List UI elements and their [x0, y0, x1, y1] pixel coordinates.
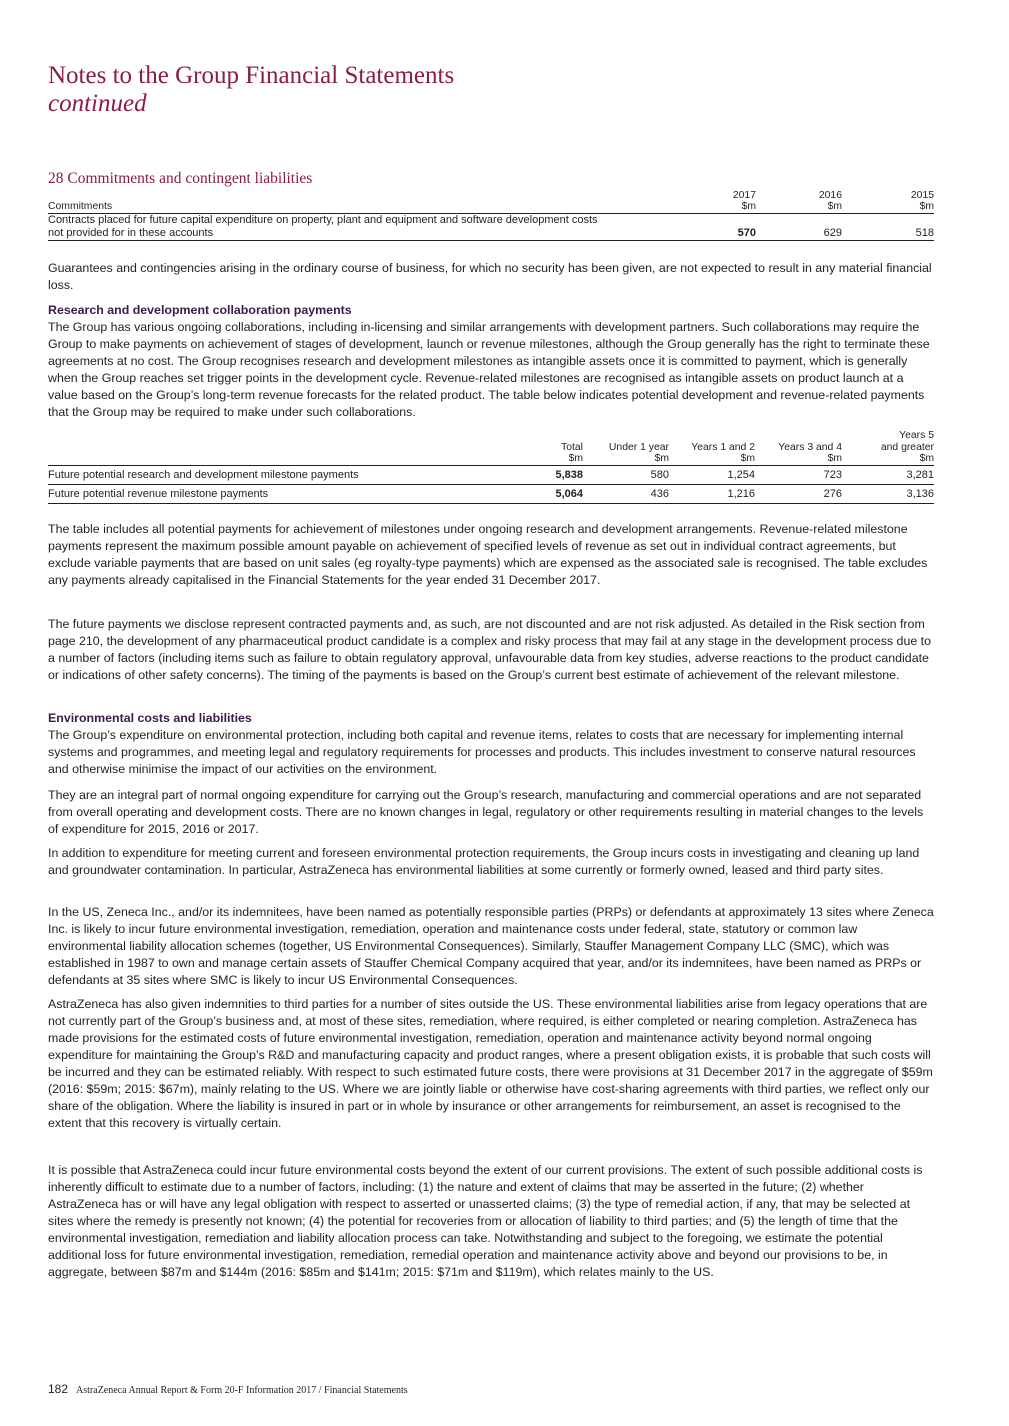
paragraph: The Group’s expenditure on environmental protection, including both capital and revenue items, relates to costs that are necessary for implementing internal systems and programmes, and meeting legal and regulatory requirements for processes and products. This includes investment to conserve natural resources and otherwise minimise the impact of our activities on the environment. — [48, 728, 916, 776]
env4-block — [48, 904, 934, 989]
col-header: Years 5 — [899, 429, 934, 441]
paragraph: The future payments we disclose represent contracted payments and, as such, are not discounted and are not risk adjusted. As detailed in the Risk section from page 210, the development of any pharmaceutical product candidate is a complex and risky process that may fail at any stage in the development process due to a number of factors (including items such as failure to obtain regulatory approval, unfavourable data from key studies, adverse reactions to the product candidate or indications of other safety concerns). The timing of the payments is based on the Group’s current best estimate of achievement of the relevant milestone. — [48, 617, 932, 682]
table-row-label: Future potential revenue milestone payments — [48, 487, 269, 500]
table-includes-block — [48, 521, 934, 589]
col-header-unit: $m — [919, 453, 934, 465]
table-label-header: Commitments — [48, 201, 113, 213]
col-header-unit: $m — [919, 201, 934, 213]
table-cell: 276 — [823, 487, 842, 500]
table-cell: 3,136 — [906, 487, 934, 500]
table-cell: 570 — [737, 226, 756, 239]
paragraph: The table includes all potential payments for achievement of milestones under ongoing research and development arrangements. Revenue-related milestone payments represent the maximum possible amount payable on achievement of specified levels of revenue as set out in individual contract agreements, but exclude variable payments that are based on unit sales (eg royalty-type payments) which are expensed as the associated sale is recognised. The table excludes any payments already capitalised in the Financial Statements for the year ended 31 December 2017. — [48, 522, 928, 587]
table-cell: 436 — [650, 487, 669, 500]
col-header: Under 1 year — [608, 441, 669, 453]
page-number: 182 — [48, 1382, 69, 1396]
col-header-unit: $m — [654, 453, 669, 465]
col-header-unit: $m — [740, 453, 755, 465]
col-header-unit: $m — [827, 453, 842, 465]
paragraph: In addition to expenditure for meeting current and foreseen environmental protection requirements, the Group incurs costs in investigating and cleaning up land and groundwater contamination. In particular, AstraZeneca has environmental liabilities at some currently or formerly owned, leased and third party sites. — [48, 846, 920, 877]
footer-text: AstraZeneca Annual Report & Form 20-F Information 2017 / Financial Statements — [76, 1385, 408, 1396]
paragraph: They are an integral part of normal ongoing expenditure for carrying out the Group’s research, manufacturing and commercial operations and are not separated from overall operating and development costs. There are no known changes in legal, regulatory or other requirements resulting in material changes to the levels of expenditure for 2015, 2016 or 2017. — [48, 788, 924, 836]
col-header: Years 3 and 4 — [778, 441, 842, 453]
future-payments-block — [48, 616, 934, 684]
rd-block — [48, 302, 934, 421]
footer — [48, 1382, 408, 1396]
milestone-table-wrapper — [48, 429, 934, 504]
col-header: Total — [561, 441, 583, 453]
paragraph: The Group has various ongoing collaborations, including in-licensing and similar arrangements with development partners. Such collaborations may require the Group to make payments on achievement of stages of development, launch or revenue milestones, although the Group generally has the right to terminate these agreements at no cost. The Group recognises research and development milestones as intangible assets once it is committed to payment, which is generally when the Group reaches set trigger points in the development cycle. Revenue-related milestones are recognised as intangible assets on product launch at a value based on the Group’s long-term revenue forecasts for the related product. The table below indicates potential development and revenue-related payments that the Group may be required to make under such collaborations. — [48, 320, 930, 419]
section-title: 28 Commitments and contingent liabilities — [48, 170, 313, 187]
table-cell: 3,281 — [906, 468, 934, 481]
env-heading-block — [48, 710, 934, 778]
env6-block — [48, 1162, 934, 1281]
table-cell: 580 — [650, 468, 669, 481]
guarantees-block — [48, 260, 934, 294]
paragraph: AstraZeneca has also given indemnities to third parties for a number of sites outside the US. These environmental liabilities arise from legacy operations that are not currently part of the Group’s business and, at most of these sites, remediation, where required, is either completed or nearing completion. AstraZeneca has made provisions for the estimated costs of future environmental investigation, remediation, operation and maintenance activity beyond normal ongoing expenditure for maintaining the Group’s R&D and manufacturing capacity and product ranges, where a present obligation exists, it is probable that such costs will be incurred and they can be estimated reliably. With respect to such estimated future costs, there were provisions at 31 December 2017 in the aggregate of $59m (2016: $59m; 2015: $67m), mainly relating to the US. Where we are jointly liable or otherwise have cost-sharing agreements with third parties, we reflect only our share of the obligation. Where the liability is insured in part or in whole by insurance or other arrangements for reimbursement, an asset is recognised to the extent that this recovery is virtually certain. — [48, 997, 933, 1130]
table-row — [48, 484, 934, 503]
table-cell: 5,064 — [555, 487, 583, 500]
rd-heading: Research and development collaboration payments — [48, 303, 352, 317]
table-cell: 723 — [823, 468, 842, 481]
table-cell: 1,216 — [727, 487, 755, 500]
col-header-unit: $m — [741, 201, 756, 213]
table-row-label: Contracts placed for future capital expenditure on property, plant and equipment and software development costs — [48, 213, 598, 226]
paragraph: It is possible that AstraZeneca could incur future environmental costs beyond the extent of our current provisions. The extent of such possible additional costs is inherently difficult to estimate due to a number of factors, including: (1) the nature and extent of claims that may be asserted in the future; (2) whether AstraZeneca has or will have any legal obligation with respect to asserted or unasserted claims; (3) the type of remedial action, if any, that may be selected at sites where the remedy is presently not known; (4) the potential for recoveries from or allocation of liability to third parties; and (5) the length of time that the environmental investigation, remediation and liability allocation process can take. Notwithstanding and subject to the foregoing, we estimate the potential additional loss for future environmental investigation, remediation, remedial operation and maintenance activity above and beyond our provisions to be, in aggregate, between $87m and $144m (2016: $85m and $141m; 2015: $71m and $119m), which relates mainly to the US. — [48, 1163, 923, 1279]
table-cell: 1,254 — [727, 468, 755, 481]
col-header-year: 2017 — [732, 190, 756, 201]
env2-block — [48, 787, 934, 838]
table-row-label: Future potential research and development milestone payments — [48, 468, 359, 481]
page-title-subtitle: continued — [48, 90, 147, 117]
milestone-table — [48, 429, 934, 504]
col-header: Years 1 and 2 — [691, 441, 755, 453]
page-title-main: Notes to the Group Financial Statements — [48, 62, 455, 89]
paragraph: In the US, Zeneca Inc., and/or its indemnitees, have been named as potentially responsible parties (PRPs) or defendants at approximately 13 sites where Zeneca Inc. is likely to incur future environmental investigation, remediation, operation and maintenance costs under federal, state, statutory or common law environmental liability allocation schemes (together, US Environmental Consequences). Similarly, Stauffer Management Company LLC (SMC), which was established in 1987 to own and manage certain assets of Stauffer Chemical Company acquired that year, and/or its indemnitees, have been named as PRPs or defendants at 35 sites where SMC is likely to incur US Environmental Consequences. — [48, 905, 934, 987]
table-cell: 629 — [823, 226, 842, 239]
paragraph: Guarantees and contingencies arising in the ordinary course of business, for which no security has been given, are not expected to result in any material financial loss. — [48, 261, 932, 292]
col-header-unit: $m — [568, 453, 583, 465]
col-header-year: 2015 — [910, 190, 934, 201]
table-row-label: not provided for in these accounts — [48, 226, 214, 239]
env5-block — [48, 996, 934, 1132]
table-cell: 5,838 — [555, 468, 583, 481]
commitments-table — [48, 190, 934, 241]
col-header-unit: $m — [827, 201, 842, 213]
col-header: and greater — [880, 441, 934, 453]
page-title — [48, 62, 454, 118]
table-cell: 518 — [915, 226, 934, 239]
env-heading: Environmental costs and liabilities — [48, 711, 252, 725]
env3-block — [48, 845, 934, 879]
commitments-table-wrapper — [48, 190, 934, 241]
table-row — [48, 465, 934, 484]
col-header-year: 2016 — [818, 190, 842, 201]
